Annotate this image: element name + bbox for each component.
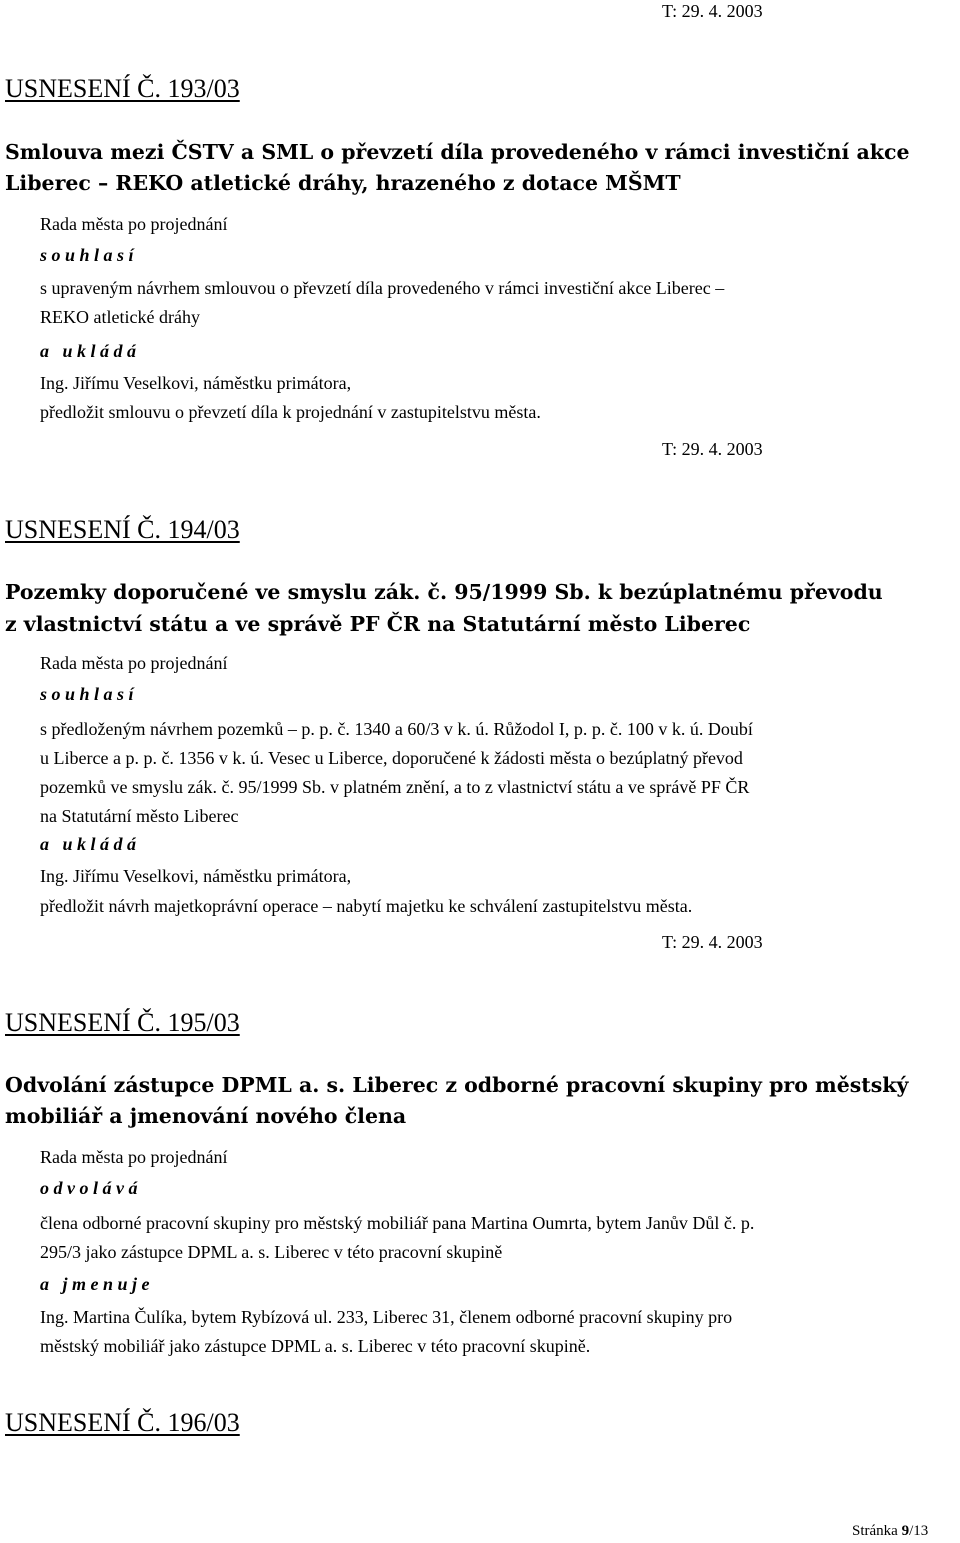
decision-text-line: pozemků ve smyslu zák. č. 95/1999 Sb. v platném znění, a to z vlastnictví státu a ve správě PF ČR xyxy=(40,777,750,797)
decision-text-line: s předloženým návrhem pozemků – p. p. č. 1340 a 60/3 v k. ú. Růžodol I, p. p. č. 100 v k. ú. Doubí xyxy=(40,719,753,739)
council-text: Rada města po projednání xyxy=(40,1147,228,1167)
decision-text-line: na Statutární město Liberec xyxy=(40,806,239,826)
assignee-text: Ing. Jiřímu Veselkovi, náměstku primátora, xyxy=(40,866,352,886)
verb-jmenuje: a jmenuje xyxy=(40,1274,155,1294)
resolution-title-line: Liberec – REKO atletické dráhy, hrazeného z dotace MŠMT xyxy=(5,171,681,195)
council-text: Rada města po projednání xyxy=(40,214,228,234)
page-number xyxy=(852,1522,928,1540)
verb-odvolava: odvolává xyxy=(40,1178,142,1198)
appointment-text-line: městský mobiliář jako zástupce DPML a. s. Liberec v této pracovní skupině. xyxy=(40,1336,591,1356)
deadline: T: 29. 4. 2003 xyxy=(662,932,763,952)
verb-uklada: a ukládá xyxy=(40,341,141,361)
council-text: Rada města po projednání xyxy=(40,653,228,673)
resolution-heading: USNESENÍ Č. 193/03 xyxy=(5,74,240,103)
resolution-title-line: Pozemky doporučené ve smyslu zák. č. 95/1999 Sb. k bezúplatnému převodu xyxy=(5,580,883,604)
top-deadline: T: 29. 4. 2003 xyxy=(662,1,763,21)
resolution-heading: USNESENÍ Č. 194/03 xyxy=(5,515,240,544)
decision-text-line: u Liberce a p. p. č. 1356 v k. ú. Vesec u Liberce, doporučené k žádosti města o bezúplatný převod xyxy=(40,748,743,768)
task-text: předložit smlouvu o převzetí díla k projednání v zastupitelstvu města. xyxy=(40,402,541,422)
page-label: Stránka xyxy=(852,1523,898,1539)
decision-text-line: REKO atletické dráhy xyxy=(40,307,200,327)
decision-text-line: 295/3 jako zástupce DPML a. s. Liberec v této pracovní skupině xyxy=(40,1242,503,1262)
decision-text-line: člena odborné pracovní skupiny pro městský mobiliář pana Martina Oumrta, bytem Janův Důl č. p. xyxy=(40,1213,755,1233)
verb-uklada: a ukládá xyxy=(40,834,141,854)
appointment-text-line: Ing. Martina Čulíka, bytem Rybízová ul. 233, Liberec 31, členem odborné pracovní skupiny pro xyxy=(40,1307,733,1327)
assignee-text: Ing. Jiřímu Veselkovi, náměstku primátora, xyxy=(40,373,352,393)
task-text: předložit návrh majetkoprávní operace – nabytí majetku ke schválení zastupitelstvu města. xyxy=(40,896,693,916)
page-current: 9 xyxy=(901,1523,910,1539)
page-separator: / xyxy=(909,1523,914,1539)
resolution-heading: USNESENÍ Č. 195/03 xyxy=(5,1008,240,1037)
page-total: 13 xyxy=(913,1523,929,1539)
resolution-title-line: mobiliář a jmenování nového člena xyxy=(5,1104,407,1128)
deadline: T: 29. 4. 2003 xyxy=(662,439,763,459)
resolution-heading: USNESENÍ Č. 196/03 xyxy=(5,1408,240,1437)
decision-text-line: s upraveným návrhem smlouvou o převzetí díla provedeného v rámci investiční akce Liberec – xyxy=(40,278,725,298)
resolution-title-line: Odvolání zástupce DPML a. s. Liberec z odborné pracovní skupiny pro městský xyxy=(5,1073,909,1097)
verb-souhlasi: souhlasí xyxy=(40,684,139,704)
resolution-title-line: Smlouva mezi ČSTV a SML o převzetí díla provedeného v rámci investiční akce xyxy=(5,140,910,164)
resolution-title-line: z vlastnictví státu a ve správě PF ČR na Statutární město Liberec xyxy=(5,612,751,636)
verb-souhlasi: souhlasí xyxy=(40,245,139,265)
